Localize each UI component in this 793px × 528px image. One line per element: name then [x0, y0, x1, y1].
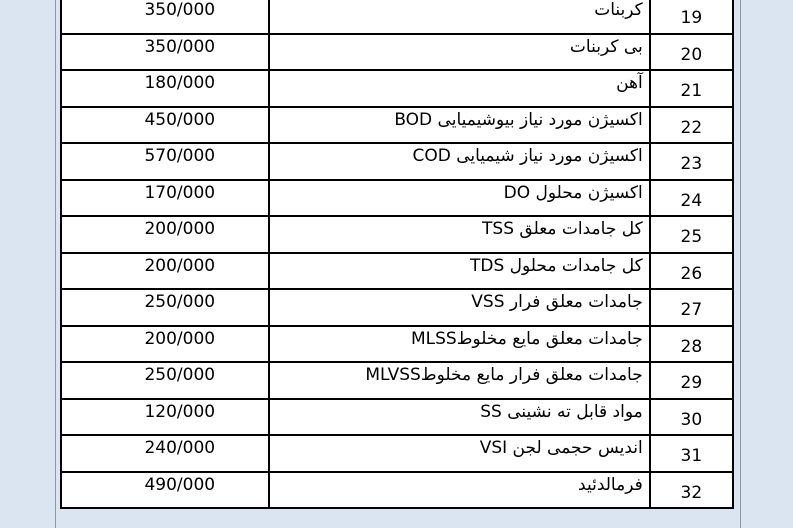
- value-cell: [61, 70, 269, 107]
- description-cell: [269, 216, 650, 253]
- table-body: [61, 0, 733, 508]
- description-cell: [269, 0, 650, 34]
- description-cell: [269, 180, 650, 217]
- row-number-text: 32: [680, 482, 703, 503]
- row-number-cell: [650, 399, 733, 436]
- row-number-cell: [650, 70, 733, 107]
- row-number-text: 29: [680, 373, 703, 394]
- value-text: 490/000: [144, 474, 216, 495]
- value-text: 570/000: [144, 146, 216, 167]
- row-number-cell: [650, 34, 733, 71]
- table-row: [61, 289, 733, 326]
- description-text: فرمالدئید: [578, 474, 643, 495]
- table-row: [61, 70, 733, 107]
- description-cell: [269, 107, 650, 144]
- table-row: [61, 326, 733, 363]
- description-text: جامدات معلق فرار VSS: [471, 292, 643, 313]
- row-number-cell: [650, 107, 733, 144]
- value-cell: [61, 289, 269, 326]
- row-number-cell: [650, 289, 733, 326]
- table-row: [61, 107, 733, 144]
- value-text: 200/000: [144, 219, 216, 240]
- description-cell: [269, 289, 650, 326]
- value-text: 240/000: [144, 438, 216, 459]
- row-number-text: 27: [680, 300, 703, 321]
- row-number-cell: [650, 180, 733, 217]
- row-number-text: 31: [680, 446, 703, 467]
- description-cell: [269, 326, 650, 363]
- value-text: 200/000: [144, 255, 216, 276]
- description-cell: [269, 472, 650, 509]
- value-cell: [61, 107, 269, 144]
- value-text: 180/000: [144, 73, 216, 94]
- description-cell: [269, 435, 650, 472]
- value-cell: [61, 216, 269, 253]
- description-cell: [269, 70, 650, 107]
- description-text: کل جامدات معلق TSS: [482, 219, 643, 240]
- value-text: 350/000: [144, 0, 216, 21]
- value-cell: [61, 362, 269, 399]
- table-row: [61, 143, 733, 180]
- row-number-cell: [650, 0, 733, 34]
- row-number-text: 23: [680, 154, 703, 175]
- description-cell: [269, 143, 650, 180]
- table-row: [61, 472, 733, 509]
- value-text: 250/000: [144, 365, 216, 386]
- price-table: [60, 0, 734, 509]
- value-cell: [61, 472, 269, 509]
- page-margin-line-right: [740, 0, 741, 528]
- row-number-text: 19: [680, 8, 703, 29]
- description-text: آهن: [616, 73, 643, 94]
- value-cell: [61, 143, 269, 180]
- row-number-text: 20: [680, 44, 703, 65]
- description-text: اکسیژن محلول DO: [503, 182, 643, 203]
- table-row: [61, 216, 733, 253]
- row-number-cell: [650, 216, 733, 253]
- value-cell: [61, 399, 269, 436]
- row-number-cell: [650, 472, 733, 509]
- value-text: 350/000: [144, 36, 216, 57]
- row-number-cell: [650, 326, 733, 363]
- description-text: کل جامدات محلول TDS: [470, 255, 643, 276]
- description-text: بی کربنات: [569, 36, 643, 57]
- table-row: [61, 253, 733, 290]
- row-number-cell: [650, 253, 733, 290]
- value-text: 120/000: [144, 401, 216, 422]
- description-cell: [269, 362, 650, 399]
- value-cell: [61, 180, 269, 217]
- value-text: 450/000: [144, 109, 216, 130]
- description-text: اکسیژن مورد نیاز بیوشیمیایی BOD: [394, 109, 643, 130]
- description-text: جامدات معلق مایع مخلوطMLSS: [410, 328, 643, 349]
- row-number-text: 24: [680, 190, 703, 211]
- description-text: اکسیژن مورد نیاز شیمیایی COD: [412, 146, 643, 167]
- description-text: مواد قابل ته نشینی SS: [480, 401, 643, 422]
- table-row: [61, 0, 733, 34]
- value-cell: [61, 253, 269, 290]
- value-cell: [61, 326, 269, 363]
- table-row: [61, 362, 733, 399]
- value-text: 250/000: [144, 292, 216, 313]
- description-text: اندیس حجمی لجن VSI: [479, 438, 643, 459]
- description-text: کربنات: [594, 0, 643, 21]
- value-cell: [61, 0, 269, 34]
- row-number-text: 21: [680, 81, 703, 102]
- row-number-cell: [650, 435, 733, 472]
- table-row: [61, 399, 733, 436]
- value-cell: [61, 34, 269, 71]
- row-number-text: 25: [680, 227, 703, 248]
- table-row: [61, 435, 733, 472]
- value-text: 170/000: [144, 182, 216, 203]
- description-text: جامدات معلق فرار مایع مخلوطMLVSS: [365, 365, 643, 386]
- value-text: 200/000: [144, 328, 216, 349]
- row-number-text: 30: [680, 409, 703, 430]
- description-cell: [269, 399, 650, 436]
- row-number-text: 26: [680, 263, 703, 284]
- row-number-cell: [650, 362, 733, 399]
- page-margin-line-left: [55, 0, 56, 528]
- table-row: [61, 34, 733, 71]
- row-number-text: 28: [680, 336, 703, 357]
- table-row: [61, 180, 733, 217]
- value-cell: [61, 435, 269, 472]
- row-number-text: 22: [680, 117, 703, 138]
- description-cell: [269, 34, 650, 71]
- description-cell: [269, 253, 650, 290]
- row-number-cell: [650, 143, 733, 180]
